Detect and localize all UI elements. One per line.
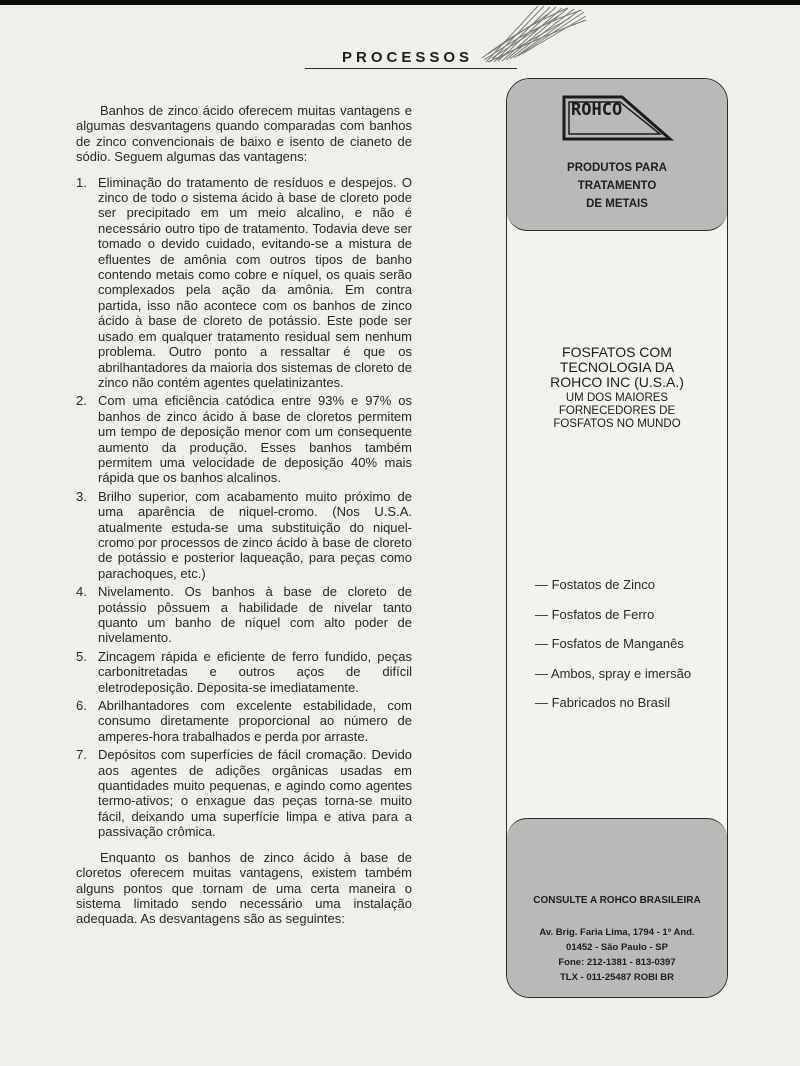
address-line: 01452 - São Paulo - SP (566, 942, 668, 953)
advantages-list (76, 175, 412, 840)
list-item (76, 747, 412, 839)
list-item (76, 649, 412, 695)
technology-line: ROHCO INC (U.S.A.) (550, 374, 684, 390)
list-item-number: 1. (76, 174, 87, 190)
list-item-text: Eliminação do tratamento de resíduos e despejos. O zinco de todo o sistema ácido à base de cloreto pode ser precipitado em um meio alcalino, e não é necessário outro tipo de tratamento. Todavia deve ser tomado o devido cuidado, evitando-se a mistura de efluentes de amônia com outros tipos de banho contendo metais como cobre e níquel, os quais serão complexados pela ação da amônia. Em contra partida, isso não acontece com os banhos de zinco ácido à base de cloreto de potássio. Este pode ser usado em qualquer tratamento residual sem nenhum problema. Outro ponto a ressaltar é que os abrilhantadores da maioria dos sistemas de cloreto de zinco não contém agentes quelatinizantes. (98, 174, 412, 390)
list-item (76, 584, 412, 646)
rohco-advertisement (506, 78, 728, 998)
list-item-text: Nivelamento. Os banhos à base de cloreto de potássio pôssuem a habilidade de nivelar tanto quanto um banho de níquel com alto poder de nivelamento. (98, 584, 412, 646)
list-item-number: 2. (76, 393, 87, 409)
supplier-line: FORNECEDORES DE (558, 405, 676, 417)
list-item (76, 698, 412, 744)
technology-headline (507, 345, 727, 390)
title-underline (305, 68, 517, 69)
intro-paragraph: Banhos de zinco ácido oferecem muitas vantagens e algumas desvantagens quando comparadas com banhos de zinco convencionais de baixo e isento de cianeto de sódio. Seguem algumas das vantagens: (76, 103, 412, 165)
section-title: PROCESSOS (342, 49, 474, 66)
ad-heading-line: PRODUTOS PARA (567, 162, 667, 174)
list-item-text: Abrilhantadores com excelente estabilidade, com consumo diretamente proporcional ao número de amperes-hora trabalhados e perda por arraste. (98, 698, 412, 744)
list-item-number: 6. (76, 698, 87, 714)
ad-header-panel (507, 79, 727, 231)
scribble-decoration (478, 4, 588, 66)
list-item-number: 7. (76, 747, 87, 763)
scan-edge (0, 0, 800, 5)
list-item-text: Depósitos com superfícies de fácil cromação. Devido aos agentes de adições orgânicas usadas em quantidades muito pequenas, e agindo como agentes termo-ativos; o enxague das peças torna-se muito fácil, deixando uma superfície limpa e ativa para a passivação crômica. (98, 747, 412, 840)
product-item: — Fosfatos de Ferro (535, 606, 655, 622)
list-item-text: Brilho superior, com acabamento muito próximo de uma aparência de niquel-cromo. (Nos U.S.A. atualmente estuda-se uma substituição do niquel-cromo por processos de zinco ácido à base de cloreto de potássio e posterior laqueação, para peças como parachoques, etc.) (98, 488, 412, 581)
supplier-line: FOSFATOS NO MUNDO (553, 418, 681, 430)
product-list (535, 577, 725, 725)
list-item (76, 489, 412, 581)
address-line: TLX - 011-25487 ROBI BR (559, 972, 675, 983)
supplier-subheadline (507, 392, 727, 431)
product-item: — Fosfatos de Manganês (535, 636, 684, 651)
contact-address (507, 925, 727, 985)
product-item: — Fostatos de Zinco (535, 577, 655, 592)
supplier-line: UM DOS MAIORES (565, 392, 669, 404)
list-item-text: Zincagem rápida e eficiente de ferro fundido, peças carbonitretadas e outros aços de difícil eletrodeposição. Deposita-se imediatamente. (98, 648, 412, 695)
list-item (76, 175, 412, 391)
list-item-text: Com uma eficiência catódica entre 93% e 97% os banhos de zinco ácido à base de cloretos permitem um tempo de deposição menor com um consequente aumento da produção. Esses banhos também permitem uma velocidade de deposição 40% mais rápida que os banhos alcalinos. (98, 393, 412, 486)
list-item-number: 5. (76, 648, 87, 664)
closing-paragraph: Enquanto os banhos de zinco ácido à base de cloretos oferecem muitas vantagens, existem também alguns pontos que tornam de uma certa maneira o sistema limitado sendo necessário uma instalação adequada. As desvantagens são as seguintes: (76, 849, 412, 927)
product-item: — Fabricados no Brasil (535, 695, 671, 710)
ad-heading-line: DE METAIS (586, 198, 648, 210)
ad-heading-line: TRATAMENTO (577, 180, 657, 192)
article-column (76, 103, 412, 927)
technology-line: FOSFATOS COM (562, 344, 672, 360)
list-item-number: 4. (76, 584, 87, 600)
rohco-logo-text: ROHCO (571, 100, 623, 120)
technology-line: TECNOLOGIA DA (559, 359, 675, 375)
product-item: — Ambos, spray e imersão (535, 665, 692, 681)
consult-heading: CONSULTE A ROHCO BRASILEIRA (533, 895, 701, 906)
address-line: Av. Brig. Faria Lima, 1794 - 1º And. (539, 927, 695, 938)
address-line: Fone: 212-1381 - 813-0397 (558, 957, 676, 968)
ad-heading (507, 159, 727, 213)
list-item (76, 393, 412, 485)
list-item-number: 3. (76, 488, 87, 504)
